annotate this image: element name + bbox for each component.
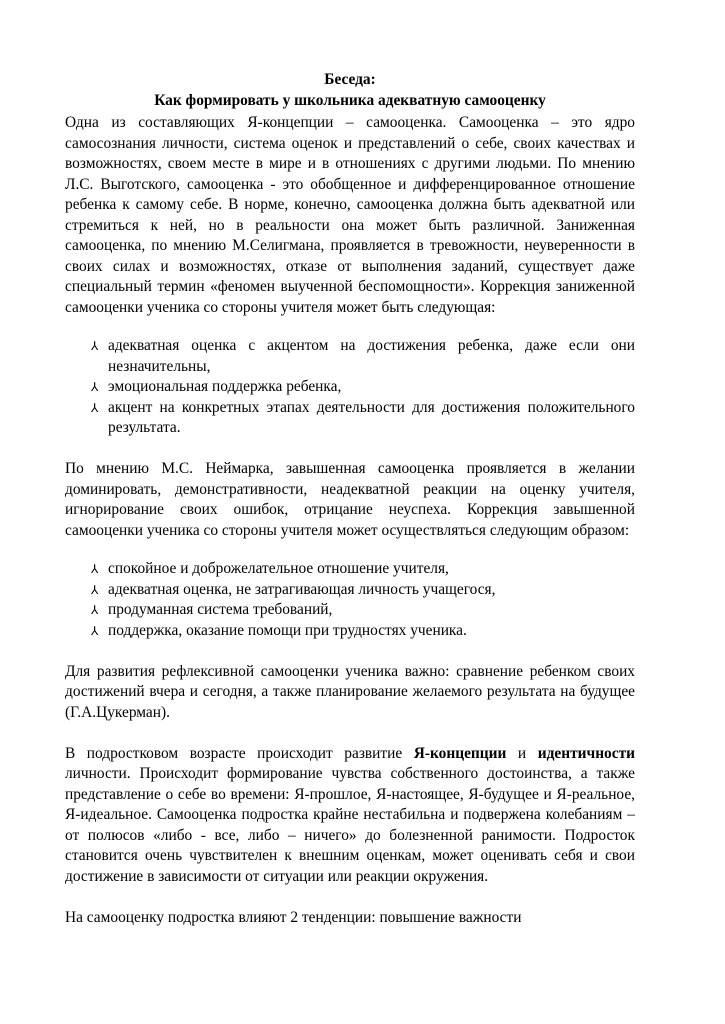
list-item: ⅄ адекватная оценка с акцентом на достижения ребенка, даже если они незначительны, [91, 337, 635, 375]
bullet-icon: ⅄ [91, 400, 99, 415]
bold-term: Я-концепции [413, 744, 507, 762]
bullet-icon: ⅄ [91, 603, 99, 617]
list-item: ⅄ акцент на конкретных этапах деятельности для достижения положительного результата. [91, 398, 635, 436]
list-1 [65, 336, 635, 439]
list-item: ⅄ адекватная оценка, не затрагивающая личность учащегося, [65, 580, 635, 601]
paragraph-1: Одна из составляющих Я-концепции – самооценка. Самооценка – это ядро самосознания личности, система оценок и представлений о себе, своих качествах и возможностях, своем месте в мире и в отношениях с другими людьми. По мнению Л.С. Выготского, самооценка - это обобщенное и дифференцированное отношение ребенка к самому себе. В норме, конечно, самооценка должна быть адекватной или стремиться к ней, но в реальности она может быть различной. Заниженная самооценка, по мнению М.Селигмана, проявляется в тревожности, неуверенности в своих силах и возможностях, отказе от выполнения заданий, существует даже специальный термин «феномен выученной беспомощности». Коррекция заниженной самооценки ученика со стороны учителя может быть следующая: [65, 114, 635, 316]
paragraph-2: По мнению М.С. Неймарка, завышенная самооценка проявляется в желании доминировать, демонстративности, неадекватной реакции на оценку учителя, игнорирование своих ошибок, отрицание неуспеха. Коррекция завышенной самооценки ученика со стороны учителя может осуществляться следующим образом: [65, 460, 635, 539]
bullet-icon: ⅄ [91, 562, 99, 576]
paragraph-3: Для развития рефлексивной самооценки ученика важно: сравнение ребенком своих достижений вчера и сегодня, а также планирование желаемого результата на будущее (Г.А.Цукерман). [65, 662, 635, 721]
document-page [65, 70, 635, 928]
bullet-icon: ⅄ [91, 582, 99, 597]
title: Беседа: [324, 71, 376, 88]
paragraph-4: В подростковом возрасте происходит развитие Я-концепции и идентичности личности. Происходит формирование чувства собственного достоинства, а также представление о себе во времени: Я-прошлое, Я-настоящее, Я-будущее и Я-реальное, Я-идеальное. Самооценка подростка крайне нестабильна и подвержена колебаниям – от полюсов «либо - все, либо – ничего» до болезненной ранимости. Подросток становится очень чувствителен к внешним оценкам, может оценивать себя и свои достижение в зависимости от ситуации или реакции окружения. [65, 744, 636, 885]
subtitle: Как формировать у школьника адекватную самооценку [154, 91, 546, 109]
paragraph-5: На самооценку подростка влияют 2 тенденции: повышение важности [65, 908, 522, 926]
list-item: ⅄ продуманная система требований, [65, 600, 635, 621]
bullet-icon: ⅄ [91, 380, 99, 394]
list-item: ⅄ спокойное и доброжелательное отношение учителя, [65, 559, 635, 580]
list-2 [65, 559, 635, 641]
bold-term: идентичности [537, 744, 636, 762]
bullet-icon: ⅄ [91, 339, 99, 353]
list-item: ⅄ поддержка, оказание помощи при трудностях ученика. [65, 621, 635, 642]
list-item: ⅄ эмоциональная поддержка ребенка, [65, 377, 635, 398]
bullet-icon: ⅄ [91, 623, 99, 638]
